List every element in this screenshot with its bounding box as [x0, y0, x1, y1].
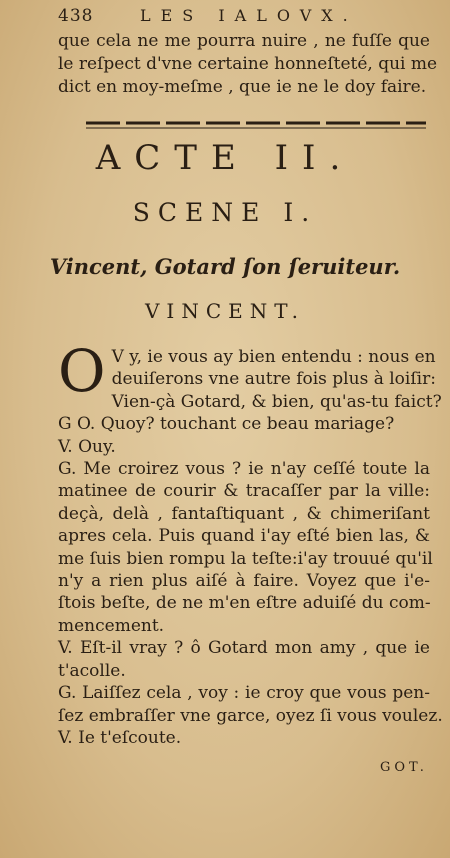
dialogue-line: matinee de courir & tracaſſer par la ville: — [58, 481, 430, 502]
dialogue-line: ſtois beſte, de ne m'en eſtre aduiſé du com- — [58, 593, 431, 614]
dialogue-line: G. Me croirez vous ? ie n'ay ceſſé toute la — [58, 459, 430, 480]
page-number: 438 — [58, 6, 94, 26]
dialogue-line: G O. Quoy? touchant ce beau mariage? — [58, 414, 395, 435]
dialogue-line: mencement. — [58, 615, 165, 636]
act-heading: ACTE II. — [95, 138, 355, 178]
dialogue-line: t'acolle. — [58, 660, 126, 681]
ornament-rule — [86, 118, 426, 132]
dialogue-line: deçà, delà , fantaſtiquant , & chimeriſant — [58, 503, 430, 524]
text-line: dict en moy-meſme , que ie ne le doy faire. — [58, 77, 427, 97]
drop-cap: O — [58, 337, 106, 405]
running-head — [0, 6, 450, 30]
text-line: le reſpect d'vne certaine honneſteté, qui me — [58, 54, 438, 74]
scene-heading: SCENE I. — [132, 198, 318, 227]
dialogue-line: n'y a rien plus aiſé à faire. Voyez que i'e- — [58, 571, 430, 592]
dialogue-block — [58, 337, 443, 749]
speaker-heading: VINCENT. — [144, 299, 305, 323]
dialogue-line: deuiſerons vne autre fois plus à loiſir: — [111, 369, 436, 390]
character-list: Vincent, Gotard ſon ſeruiteur. — [49, 254, 401, 279]
dialogue-line: Vien-çà Gotard, & bien, qu'as-tu faict? — [111, 391, 442, 412]
dialogue-line: V y, ie vous ay bien entendu : nous en — [111, 347, 436, 367]
dialogue-line: G. Laiſſez cela , voy : ie croy que vous pen- — [58, 683, 430, 704]
catchword: GOT. — [380, 760, 428, 775]
dialogue-line: me ſuis bien rompu la teſte:i'ay trouué qu'il — [58, 548, 433, 569]
dialogue-line: ſez embraſſer vne garce, oyez ſi vous voulez. — [58, 705, 443, 726]
text-line: que cela ne me pourra nuire , ne fuſſe que — [58, 31, 430, 51]
dialogue-line: V. Ie t'eſcoute. — [58, 727, 182, 748]
dialogue-line: V. Ouy. — [58, 436, 116, 457]
previous-scene-text — [58, 30, 438, 99]
dialogue-line: V. Eſt-il vray ? ô Gotard mon amy , que ie — [58, 638, 430, 659]
running-title: LES IALOVX. — [140, 6, 358, 25]
dialogue-line: apres cela. Puis quand i'ay eſté bien las, & — [58, 526, 430, 547]
